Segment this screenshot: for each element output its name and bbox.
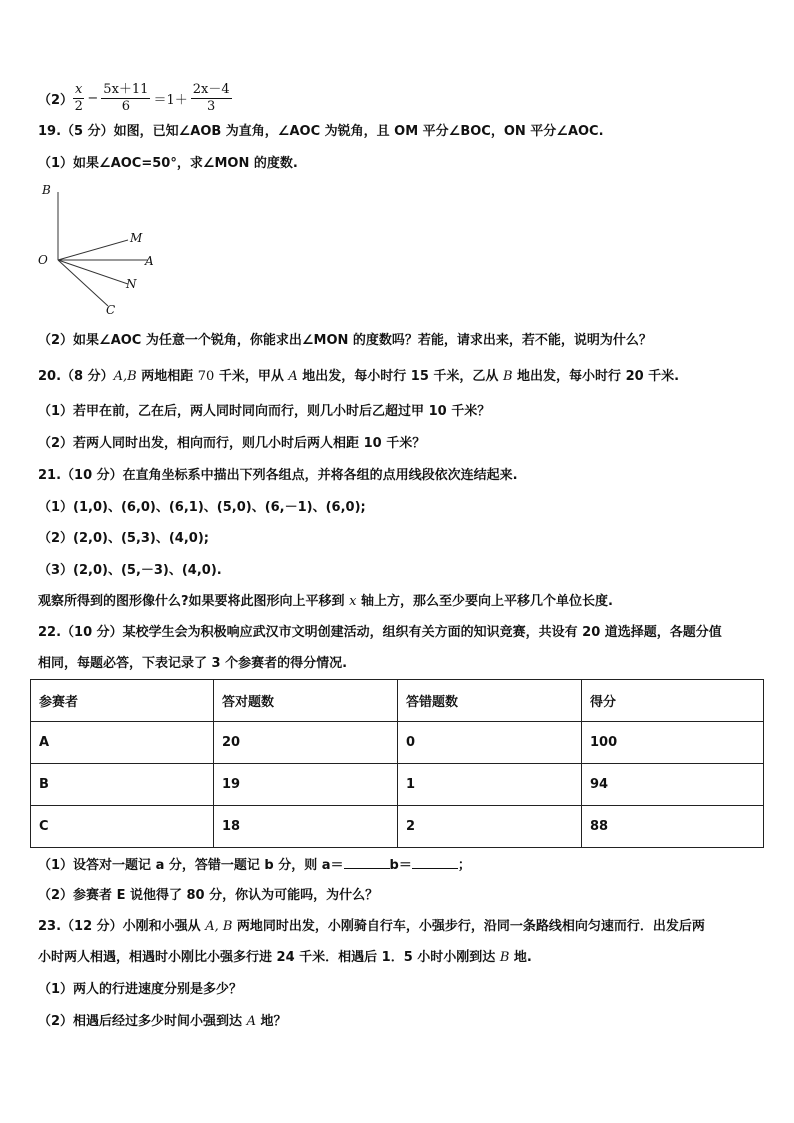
table-cell: A <box>31 722 214 764</box>
q19-part2: （2）如果∠AOC 为任意一个锐角，你能求出∠MON 的度数吗？若能，请求出来，若不能，说明为什么？ <box>38 333 652 348</box>
q22-part1-suffix: ； <box>457 858 471 873</box>
table-row <box>31 722 764 764</box>
table-header-cell: 参赛者 <box>31 680 214 722</box>
q20-distance: 70 <box>197 369 215 384</box>
q19-part1: （1）如果∠AOC=50°，求∠MON 的度数. <box>38 156 298 171</box>
table-header-cell: 答错题数 <box>398 680 582 722</box>
q20-a: A <box>288 369 298 384</box>
equals-one-plus: ＝1＋ <box>153 92 188 108</box>
q23-part2 <box>38 1013 287 1031</box>
q22-stem-line2: 相同，每题必答，下表记录了 3 个参赛者的得分情况. <box>38 656 348 671</box>
q23-part2-prefix: （2）相遇后经过多少时间小强到达 <box>38 1014 247 1029</box>
label-O: O <box>38 253 48 267</box>
table-row <box>31 764 764 806</box>
q20-part1: （1）若甲在前，乙在后，两人同时同向而行，则几小时后乙超过甲 10 千米？ <box>38 404 491 419</box>
label-A: A <box>145 254 154 268</box>
q23-ab: A, B <box>205 919 233 934</box>
table-header-cell: 得分 <box>582 680 764 722</box>
q21-question <box>38 593 613 611</box>
q20-text: 地出发，每小时行 15 千米，乙从 <box>297 369 503 384</box>
q20-b: B <box>502 369 513 384</box>
q23-part2-suffix: 地？ <box>255 1014 287 1029</box>
minus-sign: − <box>87 90 99 106</box>
ray-OM <box>58 240 128 260</box>
fraction-5x-plus-11-over-6 <box>101 82 150 115</box>
fraction-denominator: 6 <box>121 98 131 114</box>
q22-stem-line1: 22.（10 分）某校学生会为积极响应武汉市文明创建活动，组织有关方面的知识竞赛，共设有 20 道选择题，各题分值 <box>38 625 722 640</box>
table-cell: B <box>31 764 214 806</box>
table-cell: 2 <box>398 806 582 848</box>
q20-text: 两地相距 <box>136 369 198 384</box>
fraction-numerator: 2x－4 <box>192 81 230 97</box>
q22-part1-prefix: （1）设答对一题记 a 分，答错一题记 b 分，则 a＝ <box>38 858 344 873</box>
label-B: B <box>42 183 51 197</box>
table-header-row <box>31 680 764 722</box>
table-row <box>31 806 764 848</box>
q20-part2: （2）若两人同时出发，相向而行，则几小时后两人相距 10 千米？ <box>38 436 426 451</box>
score-table <box>30 679 764 848</box>
answer-blank-a[interactable] <box>344 856 390 869</box>
q21-ask-x: x <box>349 594 357 609</box>
q20-prefix: 20.（8 分） <box>38 369 114 384</box>
q20-ab: A,B <box>113 369 137 384</box>
table-cell: 94 <box>582 764 764 806</box>
q21-part1: （1）(1,0)、(6,0)、(6,1)、(5,0)、(6,－1)、(6,0); <box>38 500 366 515</box>
q23-line1 <box>38 918 705 936</box>
q22-part1 <box>38 856 471 875</box>
table-cell: C <box>31 806 214 848</box>
q23-line1-suffix: 两地同时出发，小刚骑自行车，小强步行，沿同一条路线相向匀速而行．出发后两 <box>232 919 705 934</box>
table-cell: 100 <box>582 722 764 764</box>
fraction-denominator: 2 <box>74 98 83 114</box>
q21-part2: （2）(2,0)、(5,3)、(4,0); <box>38 531 209 546</box>
q19-stem: 19.（5 分）如图，已知∠AOB 为直角，∠AOC 为锐角，且 OM 平分∠BOC，ON 平分∠AOC. <box>38 124 604 139</box>
q22-part1-mid: b＝ <box>389 858 412 873</box>
angle-figure <box>30 180 170 320</box>
table-cell: 20 <box>214 722 398 764</box>
fraction-denominator: 3 <box>207 98 216 114</box>
q18-part2-label: （2） <box>38 92 74 108</box>
label-M: M <box>130 231 143 245</box>
table-header-cell: 答对题数 <box>214 680 398 722</box>
q21-stem: 21.（10 分）在直角坐标系中描出下列各组点，并将各组的点用线段依次连结起来. <box>38 468 518 483</box>
q21-ask-prefix: 观察所得到的图形像什么?如果要将此图形向上平移到 <box>38 594 350 609</box>
ray-OC <box>58 260 108 306</box>
label-C: C <box>106 303 116 317</box>
label-N: N <box>126 277 137 291</box>
table-cell: 88 <box>582 806 764 848</box>
answer-blank-b[interactable] <box>412 856 458 869</box>
fraction-numerator: x <box>75 81 83 97</box>
table-cell: 18 <box>214 806 398 848</box>
q23-line2-prefix: 小时两人相遇，相遇时小刚比小强多行进 24 千米．相遇后 1．5 小时小刚到达 <box>38 950 500 965</box>
fraction-numerator: 5x＋11 <box>103 81 149 97</box>
q18-equation <box>38 78 232 118</box>
fraction-x-over-2 <box>73 82 84 115</box>
table-cell: 19 <box>214 764 398 806</box>
fraction-2x-minus-4-over-3 <box>191 82 232 115</box>
q21-ask-suffix: 轴上方，那么至少要向上平移几个单位长度. <box>356 594 613 609</box>
q23-line2 <box>38 949 532 967</box>
q23-part1: （1）两人的行进速度分别是多少？ <box>38 982 243 997</box>
table-cell: 1 <box>398 764 582 806</box>
table-cell: 0 <box>398 722 582 764</box>
q20-text: 地出发，每小时行 20 千米. <box>512 369 680 384</box>
q20-stem <box>38 368 679 386</box>
q23-line1-prefix: 23.（12 分）小刚和小强从 <box>38 919 206 934</box>
q22-part2: （2）参赛者 E 说他得了 80 分，你认为可能吗，为什么？ <box>38 888 379 903</box>
q21-part3: （3）(2,0)、(5,－3)、(4,0). <box>38 563 222 578</box>
ray-ON <box>58 260 128 284</box>
q23-line2-suffix: 地. <box>509 950 532 965</box>
q20-text: 千米，甲从 <box>214 369 289 384</box>
q23-b: B <box>499 950 510 965</box>
q23-a: A <box>246 1014 256 1029</box>
